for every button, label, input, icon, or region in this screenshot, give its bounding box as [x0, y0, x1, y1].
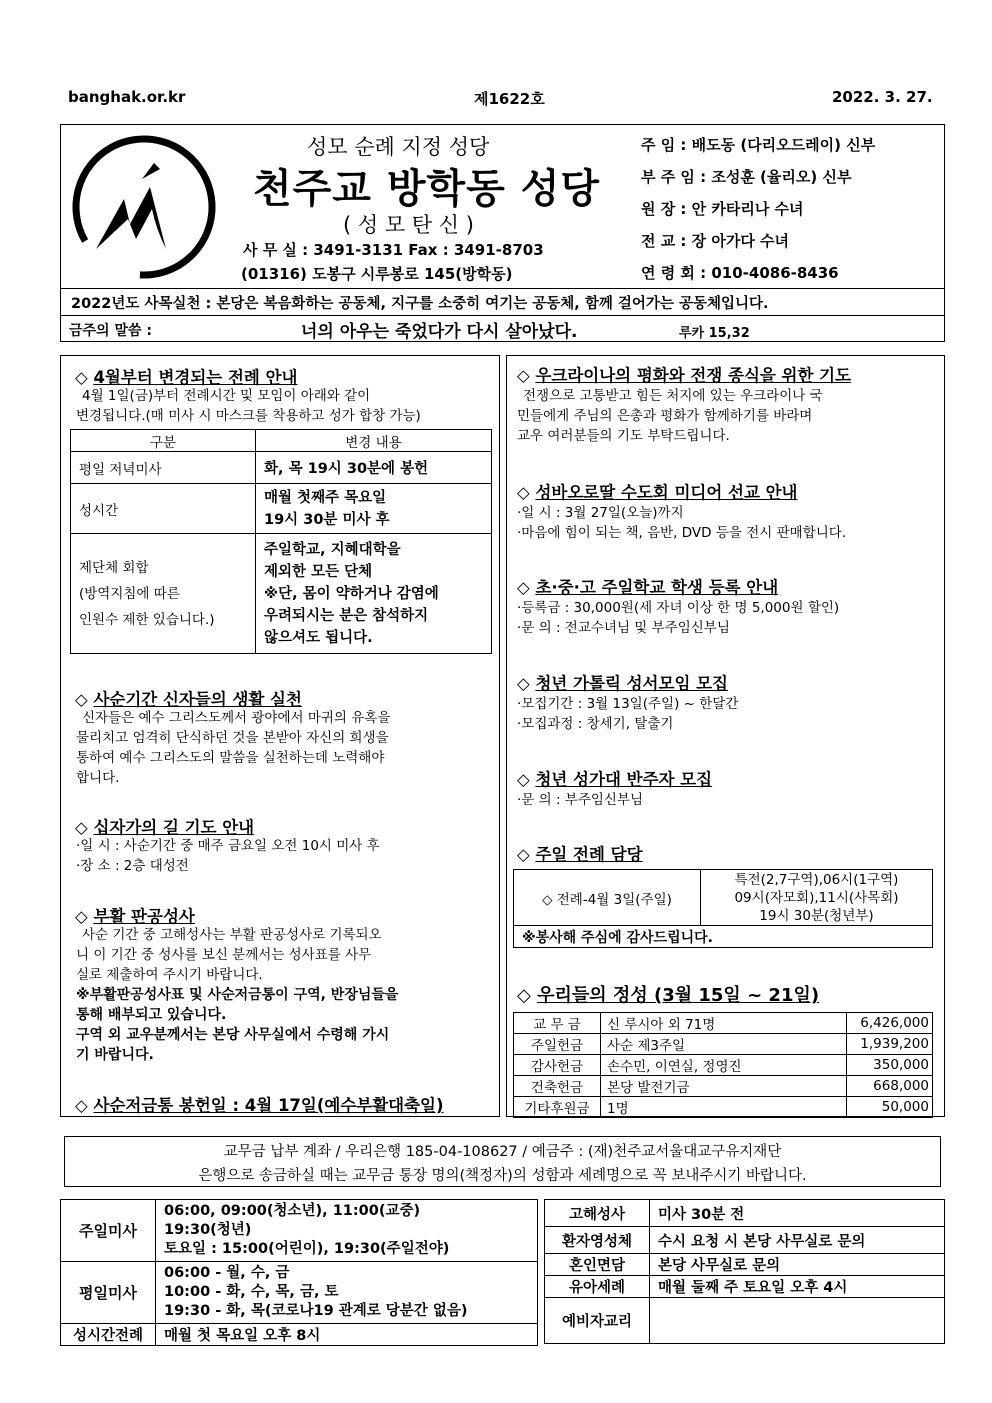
sunday-school-text: ·등록금 : 30,000원(세 자녀 이상 한 명 5,000원 할인) ·문 의 : 전교수녀님 및 부주임신부님: [517, 600, 840, 636]
weekday-mass-label: 평일미사: [61, 1262, 156, 1324]
designation: 성모 순례 지정 성당: [307, 135, 490, 159]
lent-practice-text: 신자들은 예수 그리스도께서 광야에서 마귀의 유혹을 물리치고 엄격히 단식하던 것을 본받아 자신의 희생을 통하여 예수 그리스도의 말씀을 실천하는데 노력해야 합니다.: [76, 710, 391, 786]
ukraine-prayer-text: 전쟁으로 고통받고 힘든 처지에 있는 우크라이나 국 민들에게 주님의 은총과 평화가 함께하기를 바라며 교우 여러분들의 기도 부탁드립니다.: [517, 388, 823, 444]
holy-hour-time: 매월 첫 목요일 오후 8시: [156, 1324, 538, 1346]
table-header-content: 변경 내용: [256, 430, 492, 452]
address: (01316) 도봉구 시루봉로 145(방학동): [241, 265, 513, 283]
issue-date: 2022. 3. 27.: [832, 88, 933, 106]
weekday-mass-times: 06:00 - 월, 수, 금 10:00 - 화, 수, 목, 금, 토 19:30 - 화, 목(코로나19 관계로 당분간 없음): [156, 1262, 538, 1324]
table-row: 환자영성체 수시 요청 시 본당 사무실로 문의: [545, 1227, 945, 1254]
word-label: 금주의 말씀 :: [69, 323, 152, 339]
section-title-lent-savings: ◇ 사순저금통 봉헌일 : 4월 17일(예수부활대축일): [75, 1096, 444, 1115]
table-row: 기타후원금 1명 50,000: [514, 1097, 933, 1118]
header-box: [60, 124, 945, 342]
table-row: 유아세례 매월 둘째 주 토요일 오후 4시: [545, 1276, 945, 1298]
section-title-ukraine-prayer: ◇ 우크라이나의 평화와 전쟁 종식을 위한 기도: [517, 366, 852, 385]
section-title-accompanist: ◇ 청년 성가대 반주자 모집: [517, 770, 713, 789]
liturgy-change-table: [70, 429, 492, 654]
table-row: 건축헌금 본당 발전기금 668,000: [514, 1076, 933, 1097]
table-header-category: 구분: [71, 430, 256, 452]
table-row: 성시간 매월 첫째주 목요일 19시 30분 미사 후: [71, 484, 492, 534]
staff-assistant: 부 주 임 : 조성훈 (율리오) 신부: [641, 168, 852, 186]
section-title-liturgy-change: ◇ 4월부터 변경되는 전례 안내: [75, 368, 298, 387]
staff-funeral: 연 령 회 : 010-4086-8436: [641, 264, 839, 282]
section-title-confession: ◇ 부활 판공성사: [75, 907, 195, 926]
word-ref: 루카 15,32: [679, 326, 750, 341]
accompanist-text: ·문 의 : 부주임신부님: [517, 792, 644, 808]
section-title-lent-practice: ◇ 사순기간 신자들의 생활 실천: [75, 690, 302, 709]
table-row: 평일 저녁미사 화, 목 19시 30분에 봉헌: [71, 452, 492, 484]
bank-notice: 은행으로 송금하실 때는 교무금 통장 명의(책정자)의 성함과 세례명으로 꼭 보내주시기 바랍니다.: [198, 1168, 807, 1184]
office-phone: 사 무 실 : 3491-3131 Fax : 3491-8703: [243, 241, 544, 259]
staff-sister: 전 교 : 장 아가다 수녀: [641, 232, 790, 250]
sunday-mass-label: 주일미사: [61, 1200, 156, 1262]
bank-info-box: [64, 1136, 941, 1187]
mass-schedule-table: [60, 1199, 538, 1346]
parish-name: 천주교 방학동 성당: [253, 165, 600, 212]
way-of-cross-text: ·일 시 : 사순기간 중 매주 금요일 오전 10시 미사 후 ·장 소 : 2층 대성전: [76, 838, 380, 874]
table-row: 주일헌금 사순 제3주일 1,939,200: [514, 1034, 933, 1055]
section-title-sunday-liturgy-duty: ◇ 주일 전례 담당: [517, 845, 643, 864]
parish-logo: [66, 129, 222, 283]
site-url: banghak.or.kr: [68, 88, 186, 106]
table-row: 교 무 금 신 루시아 외 71명 6,426,000: [514, 1013, 933, 1034]
table-row: 예비자교리: [545, 1298, 945, 1344]
staff-superior: 원 장 : 안 카타리나 수녀: [641, 200, 804, 218]
sunday-mass-times: 06:00, 09:00(청소년), 11:00(교중) 19:30(청년) 토요일 : 15:00(어린이), 19:30(주일전야): [156, 1200, 538, 1262]
pastoral-goal: 2022년도 사목실천 : 본당은 복음화하는 공동체, 지구를 소중히 여기는 공동체, 함께 걸어가는 공동체입니다.: [71, 296, 769, 312]
bank-account: 교무금 납부 계좌 / 우리은행 185-04-108627 / 예금주 : (재)천주교서울대교구유지재단: [223, 1144, 782, 1160]
staff-pastor: 주 임 : 배도동 (다리오드레이) 신부: [641, 136, 876, 154]
table-row: 제단체 회합 (방역지침에 따른 인원수 제한 있습니다.) 주일학교, 지혜대학을 제외한 모든 단체 ※단, 몸이 약하거나 감염에 우려되시는 분은 참석하지 않으셔도 됩니다.: [71, 534, 492, 654]
word-text: 너의 아우는 죽었다가 다시 살아났다.: [301, 322, 578, 342]
holy-hour-label: 성시간전례: [61, 1324, 156, 1346]
media-mission-text: ·일 시 : 3월 27일(오늘)까지 ·마음에 힘이 되는 책, 음반, DVD 등을 전시 판매합니다.: [517, 505, 847, 541]
section-title-bible-study: ◇ 청년 가톨릭 성서모임 모집: [517, 674, 728, 693]
bible-study-text: ·모집기간 : 3월 13일(주일) ~ 한달간 ·모집과정 : 창세기, 탈출기: [517, 696, 739, 732]
liturgy-duty-table: ◇ 전례-4월 3일(주일) 특전(2,7구역),06시(1구역) 09시(자모회),11시(사목회) 19시 30분(청년부) ※봉사해 주심에 감사드립니다.: [513, 869, 933, 948]
liturgy-intro: 4월 1일(금)부터 전례시간 및 모임이 아래와 같이 변경됩니다.(매 미사 시 마스크를 착용하고 성가 합창 가능): [76, 388, 421, 424]
issue-number: 제1622호: [474, 90, 545, 108]
section-title-sunday-school: ◇ 초·중·고 주일학교 학생 등록 안내: [517, 578, 779, 597]
liturgy-thanks: ※봉사해 주심에 감사드립니다.: [514, 926, 933, 948]
section-title-offerings: ◇ 우리들의 정성 (3월 15일 ~ 21일): [517, 985, 820, 1006]
table-row: 감사헌금 손수민, 이연실, 정영진 350,000: [514, 1055, 933, 1076]
patron: ( 성 모 탄 신 ): [343, 213, 474, 237]
section-title-way-of-cross: ◇ 십자가의 길 기도 안내: [75, 818, 255, 837]
offerings-table: [513, 1012, 933, 1118]
sacrament-table: [544, 1199, 945, 1344]
confession-text: 사순 기간 중 고해성사는 부활 판공성사로 기록되오 니 이 기간 중 성사를 보신 분께서는 성사표를 사무 실로 제출하여 주시기 바랍니다. ※부활판공성사표 및 사순저금통이 구역, 반장님들을 통해 배부되고 있습니다. 구역 외 교우분께서는 본당 사무실에서 수령해 가시 기 바랍니다.: [76, 927, 399, 1063]
table-row: 고해성사 미사 30분 전: [545, 1200, 945, 1227]
table-row: 혼인면담 본당 사무실로 문의: [545, 1254, 945, 1276]
section-title-media-mission: ◇ 성바오로딸 수도회 미디어 선교 안내: [517, 483, 798, 502]
